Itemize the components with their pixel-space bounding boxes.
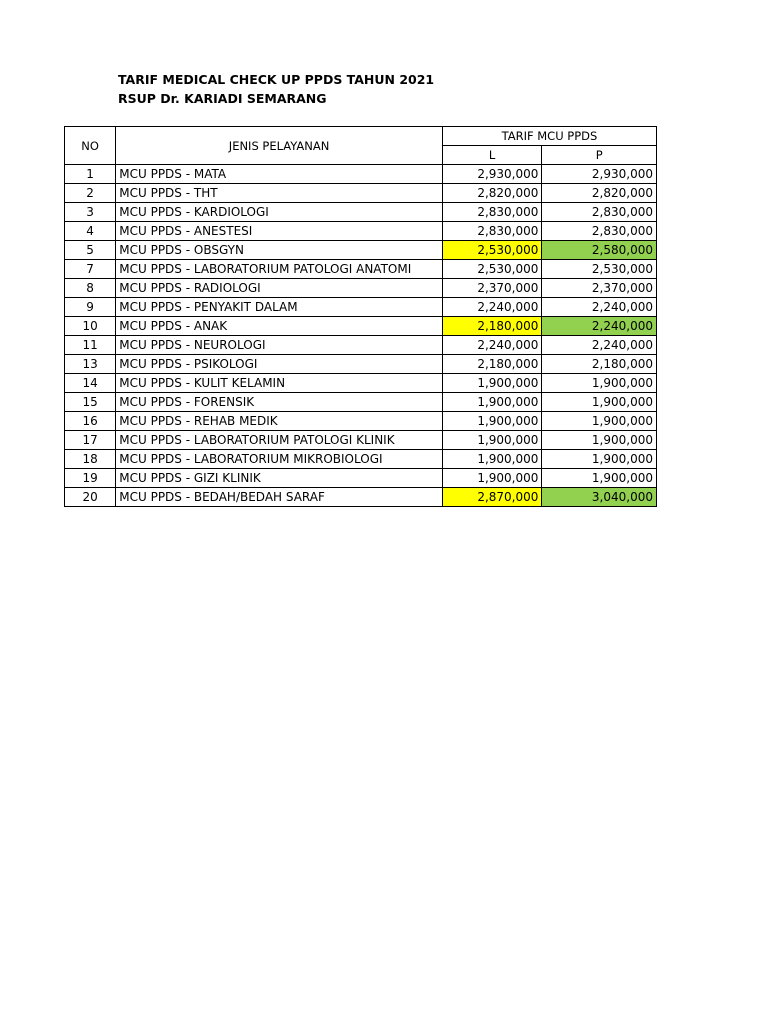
tarif-l-cell: 2,240,000 [442,336,542,355]
document-title: TARIF MEDICAL CHECK UP PPDS TAHUN 2021 [118,72,435,87]
service-name-cell: MCU PPDS - MATA [116,165,443,184]
table-row [65,374,657,393]
tariff-table [64,126,657,507]
service-name-cell: MCU PPDS - PENYAKIT DALAM [116,298,443,317]
tarif-l-cell: 2,830,000 [442,203,542,222]
tarif-l-cell: 1,900,000 [442,431,542,450]
tarif-l-cell: 1,900,000 [442,412,542,431]
tarif-p-cell: 2,240,000 [542,336,657,355]
row-number-cell: 7 [65,260,116,279]
tarif-p-cell: 1,900,000 [542,431,657,450]
row-number-cell: 5 [65,241,116,260]
row-number-cell: 16 [65,412,116,431]
tarif-p-cell: 2,180,000 [542,355,657,374]
service-name-cell: MCU PPDS - GIZI KLINIK [116,469,443,488]
tarif-l-cell: 2,180,000 [442,317,542,336]
tarif-p-cell: 2,820,000 [542,184,657,203]
tarif-p-cell: 1,900,000 [542,374,657,393]
service-name-cell: MCU PPDS - LABORATORIUM PATOLOGI KLINIK [116,431,443,450]
tarif-l-cell: 2,930,000 [442,165,542,184]
table-row [65,184,657,203]
tarif-l-cell: 1,900,000 [442,393,542,412]
row-number-cell: 8 [65,279,116,298]
tarif-p-cell: 2,830,000 [542,222,657,241]
tarif-p-cell: 2,370,000 [542,279,657,298]
row-number-cell: 20 [65,488,116,507]
document-header [118,70,434,108]
table-row [65,165,657,184]
tarif-l-cell: 1,900,000 [442,469,542,488]
service-name-cell: MCU PPDS - RADIOLOGI [116,279,443,298]
service-name-cell: MCU PPDS - BEDAH/BEDAH SARAF [116,488,443,507]
service-name-cell: MCU PPDS - KARDIOLOGI [116,203,443,222]
table-row [65,203,657,222]
row-number-cell: 9 [65,298,116,317]
table-row [65,450,657,469]
document-subtitle: RSUP Dr. KARIADI SEMARANG [118,91,327,106]
tarif-l-cell: 2,820,000 [442,184,542,203]
row-number-cell: 15 [65,393,116,412]
tarif-p-cell: 1,900,000 [542,412,657,431]
row-number-cell: 10 [65,317,116,336]
tarif-l-cell: 2,530,000 [442,241,542,260]
service-name-cell: MCU PPDS - NEUROLOGI [116,336,443,355]
header-l: L [442,146,542,165]
tarif-p-cell: 3,040,000 [542,488,657,507]
table-row [65,393,657,412]
tarif-p-cell: 2,530,000 [542,260,657,279]
tarif-p-cell: 2,240,000 [542,298,657,317]
header-jenis-pelayanan: JENIS PELAYANAN [116,127,443,165]
row-number-cell: 11 [65,336,116,355]
service-name-cell: MCU PPDS - THT [116,184,443,203]
service-name-cell: MCU PPDS - PSIKOLOGI [116,355,443,374]
header-no: NO [65,127,116,165]
service-name-cell: MCU PPDS - FORENSIK [116,393,443,412]
service-name-cell: MCU PPDS - KULIT KELAMIN [116,374,443,393]
service-name-cell: MCU PPDS - ANESTESI [116,222,443,241]
service-name-cell: MCU PPDS - REHAB MEDIK [116,412,443,431]
tarif-p-cell: 2,930,000 [542,165,657,184]
table-row [65,317,657,336]
tarif-l-cell: 2,830,000 [442,222,542,241]
tarif-l-cell: 1,900,000 [442,450,542,469]
row-number-cell: 13 [65,355,116,374]
tarif-l-cell: 2,240,000 [442,298,542,317]
service-name-cell: MCU PPDS - OBSGYN [116,241,443,260]
table-row [65,355,657,374]
tarif-l-cell: 2,370,000 [442,279,542,298]
tarif-p-cell: 2,830,000 [542,203,657,222]
tarif-l-cell: 2,180,000 [442,355,542,374]
row-number-cell: 2 [65,184,116,203]
table-row [65,488,657,507]
tarif-p-cell: 1,900,000 [542,450,657,469]
table-row [65,412,657,431]
table-row [65,431,657,450]
table-row [65,241,657,260]
row-number-cell: 18 [65,450,116,469]
row-number-cell: 19 [65,469,116,488]
table-row [65,469,657,488]
tarif-p-cell: 1,900,000 [542,469,657,488]
table-row [65,222,657,241]
table-row [65,298,657,317]
service-name-cell: MCU PPDS - LABORATORIUM MIKROBIOLOGI [116,450,443,469]
row-number-cell: 17 [65,431,116,450]
header-tarif-mcu-ppds: TARIF MCU PPDS [442,127,656,146]
tarif-p-cell: 1,900,000 [542,393,657,412]
row-number-cell: 1 [65,165,116,184]
table-header [65,127,657,165]
tarif-p-cell: 2,580,000 [542,241,657,260]
row-number-cell: 4 [65,222,116,241]
row-number-cell: 3 [65,203,116,222]
service-name-cell: MCU PPDS - LABORATORIUM PATOLOGI ANATOMI [116,260,443,279]
tarif-l-cell: 2,870,000 [442,488,542,507]
table-row [65,279,657,298]
table-row [65,260,657,279]
service-name-cell: MCU PPDS - ANAK [116,317,443,336]
table-body [65,165,657,507]
row-number-cell: 14 [65,374,116,393]
table-row [65,336,657,355]
tarif-l-cell: 1,900,000 [442,374,542,393]
tarif-p-cell: 2,240,000 [542,317,657,336]
header-p: P [542,146,657,165]
tarif-l-cell: 2,530,000 [442,260,542,279]
